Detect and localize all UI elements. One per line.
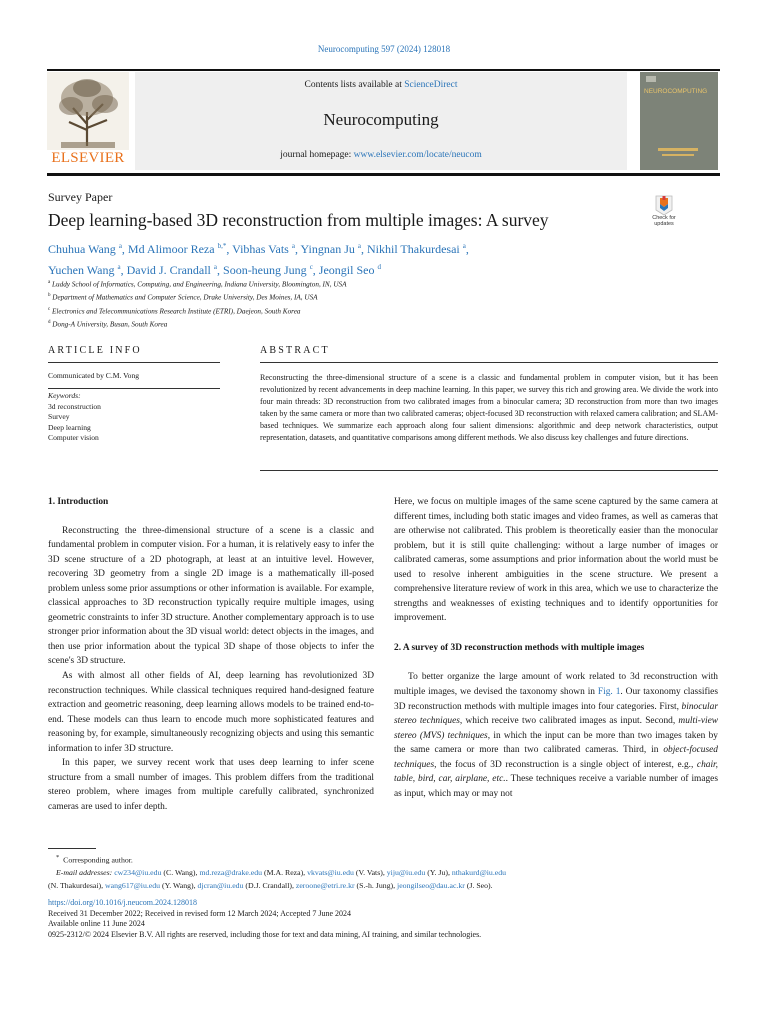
crossmark-label: Check for updates — [652, 215, 676, 227]
online-date: Available online 11 June 2024 — [48, 919, 145, 928]
copyright-line: 0925-2312/© 2024 Elsevier B.V. All rights are reserved, including those for text and data mining, AI training, and similar technologies. — [48, 929, 482, 939]
author-sup: d — [377, 263, 381, 271]
article-info-heading: ARTICLE INFO — [48, 345, 142, 356]
author-sup: a — [117, 263, 121, 271]
contents-prefix: Contents lists available at — [304, 80, 405, 90]
contents-line — [135, 80, 627, 90]
author-line-1: Chuhua Wang $^a$, Md Alimoor Reza $^{b,*}$, Vibhas Vats $^a$, Yingnan Ju $^a$, Nikhil Thakurdesai $^a$, — [48, 242, 469, 256]
author-name[interactable]: Vibhas Vats — [232, 242, 289, 256]
paragraph: Here, we focus on multiple images of the same scene captured by the same camera at different times, including both static images and video frames, as well as cameras that are otherwise not calibrated. This problem is theoretically easier than the monocular problem, but it is still quite challenging: without a large number of images or calibrated cameras, some assumptions and prior information about the world must be used to resolve inherent ambiguities in the scene structure. We present a comprehensive literature review of work in this area, which we use to characterize the strengths and weaknesses of existing techniques and to identify opportunities for improvement. — [394, 497, 718, 624]
left-column — [48, 495, 374, 814]
affiliation-sup: b — [48, 293, 51, 299]
text-run: , the focus of 3D reconstruction is a single object of interest, e.g., — [434, 759, 697, 770]
email-owner: (C. Wang), — [163, 868, 198, 878]
spacer — [394, 626, 718, 641]
email-owner: (Y. Ju), — [427, 868, 450, 878]
affiliation-text: Luddy School of Informatics, Computing, and Engineering, Indiana University, Bloomington, IN, USA — [52, 280, 347, 289]
author-name[interactable]: Yuchen Wang — [48, 263, 115, 277]
article-title: Deep learning-based 3D reconstruction from multiple images: A survey — [48, 210, 549, 230]
email-owner: (V. Vats), — [355, 868, 385, 878]
author-sup: a — [213, 263, 218, 271]
affiliation — [48, 290, 347, 303]
author-name[interactable]: Nikhil Thakurdesai — [366, 242, 460, 256]
journal-masthead — [135, 72, 627, 170]
affiliation-sup: c — [48, 306, 51, 312]
text-run: , in which the input can be more than two images taken by the same camera or more than two calibrated cameras. Third, in — [394, 730, 718, 756]
email-owner: (J. Seo). — [466, 880, 493, 890]
paragraph — [394, 670, 718, 801]
cover-band — [658, 148, 698, 151]
email-link[interactable]: zeroone@etri.re.kr — [295, 880, 355, 890]
text-run: To better organize the large amount of work related to 3d reconstruction with multiple images, we devised the taxonomy shown in — [394, 672, 718, 698]
paragraph: As with almost all other fields of AI, deep learning has revolutionized 3D reconstruction techniques. While classical techniques required hand-designed feature extraction and geometric reasoning, deep learning allows models to be trained end-to-end. These models can thus learn to encode much more sophisticated features and reasoning by, for example, simultaneously recognizing objects and using this semantic information to infer 3D structure. — [48, 671, 374, 754]
spacer — [48, 510, 374, 524]
author-line-2: Yuchen Wang $^a$, David J. Crandall $^a$, Soon-heung Jung $^c$, Jeongil Seo $^d$ — [48, 263, 381, 277]
email-link[interactable]: nthakurd@iu.edu — [451, 868, 507, 878]
affiliation-text: Department of Mathematics and Computer Science, Drake University, Des Moines, IA, USA — [52, 293, 318, 302]
emphasis: multi-view stereo (MVS) techniques — [394, 716, 718, 741]
emphasis: binocular stereo techniques — [394, 701, 718, 727]
email-line-1 — [48, 867, 720, 880]
author-sup: c — [309, 263, 313, 271]
author-name[interactable]: Yingnan Ju — [300, 242, 355, 256]
article-footer — [48, 898, 720, 940]
email-link[interactable]: md.reza@drake.edu — [199, 868, 263, 878]
email-link[interactable]: wang617@iu.edu — [105, 880, 161, 890]
email-link[interactable]: vkvats@iu.edu — [307, 868, 354, 878]
homepage-prefix: journal homepage: — [280, 150, 354, 160]
affiliation-text: Dong-A University, Busan, South Korea — [52, 320, 168, 329]
spacer — [394, 655, 718, 670]
communicated-by: Communicated by C.M. Vong — [48, 371, 140, 380]
abstract-rule — [260, 362, 718, 363]
doi-link[interactable]: https://doi.org/10.1016/j.neucom.2024.128018 — [48, 898, 197, 907]
affiliation — [48, 317, 347, 330]
keywords-block — [48, 391, 101, 444]
header-rule — [47, 69, 720, 71]
author-sup: a — [291, 242, 295, 250]
paragraph: In this paper, we survey recent work that uses deep learning to infer scene structure from a small number of images. This problem differs from the traditional stereo problem, where images from multiple carefully calibrated, synchronized cameras are used to infer depth. — [48, 758, 374, 812]
emphasis: chair, table, bird, car, airplane, etc. — [394, 759, 718, 785]
sciencedirect-link[interactable]: ScienceDirect — [404, 80, 458, 90]
email-owner: (S.-h. Jung), — [356, 880, 396, 890]
crossmark-badge[interactable] — [650, 194, 678, 230]
homepage-link[interactable]: www.elsevier.com/locate/neucom — [353, 150, 482, 160]
email-line-2 — [48, 880, 720, 893]
affiliation-sup: d — [48, 320, 51, 326]
affiliation-text: Electronics and Telecommunications Research Institute (ETRI), Daejeon, South Korea — [52, 307, 301, 316]
figure-link[interactable]: Fig. 1 — [597, 687, 621, 698]
author-sup: a — [357, 242, 361, 250]
paragraph: Reconstructing the three-dimensional structure of a scene is a classic and fundamental problem in computer vision. For a human, it is relatively easy to infer the 3D scene structure of a 2D photograph, at least at an intuitive level. However, recovering 3D geometry from a single 2D image is a mathematically ill-posed problem unless some prior assumptions or other information is available. For example, classical approaches to 3D reconstruction typically require multiple images, using geometric constraints to infer 3D structure. Another complementary approach is to use stronger prior information about the 3D visual world: detect objects in the images, and then use prior information about the typical 3D shape of those objects to infer the scene's 3D structure. — [48, 525, 374, 667]
section-heading: 2. A survey of 3D reconstruction methods with multiple images — [394, 642, 645, 653]
keywords-label: Keywords: — [48, 391, 81, 400]
email-link[interactable]: djcran@iu.edu — [197, 880, 244, 890]
journal-name: Neurocomputing — [323, 110, 439, 129]
author-name[interactable]: David J. Crandall — [126, 263, 211, 277]
keyword: 3d reconstruction — [48, 401, 101, 411]
asterisk: * — [56, 854, 60, 861]
journal-cover-thumbnail[interactable] — [640, 72, 718, 170]
corresponding-note — [48, 852, 720, 867]
author-list — [48, 237, 608, 279]
keywords-rule — [48, 388, 220, 389]
email-link[interactable]: jeongilseo@dau.ac.kr — [397, 880, 465, 890]
abstract-text: Reconstructing the three-dimensional structure of a scene is a classic and fundamental problem in computer vision, but it has been revolutionized by recent advancements in deep machine learning. In this paper, we survey this rich and growing area. We divide the work into four main threads: 3D reconstruction from two calibrated images from a binocular camera; 3D reconstruction from more than two images taken by the same camera or more than two calibrated cameras; object-focused 3D reconstruction with relaxed camera calibration; and SLAM-based techniques. We summarize each approach along four salient dimensions: algorithmic and deep network characteristics, output representation, datasets, and quantitative comparisons among different methods. We also discuss key challenges and future directions. — [260, 373, 718, 442]
cover-band-2 — [662, 154, 694, 156]
cover-title: NEUROCOMPUTING — [644, 88, 708, 95]
affiliation — [48, 277, 347, 290]
text-run: . Our taxonomy classifies 3D reconstruction methods with multiple images into four categories. First, — [394, 687, 718, 712]
text-run: , which receive two calibrated images as input. Second, — [459, 716, 679, 727]
publisher-name: ELSEVIER — [51, 150, 125, 166]
email-owner: (D.J. Crandall), — [245, 880, 294, 890]
email-owner: (Y. Wang), — [162, 880, 196, 890]
affiliation — [48, 304, 347, 317]
emphasis: object-focused techniques — [394, 745, 718, 770]
affiliation-sup: a — [48, 280, 51, 285]
author-sup: a — [462, 242, 466, 250]
email-owner: (M.A. Reza), — [263, 868, 306, 878]
abstract-bottom-rule — [260, 470, 718, 471]
email-link[interactable]: cw234@iu.edu — [114, 868, 162, 878]
received-dates: Received 31 December 2022; Received in revised form 12 March 2024; Accepted 7 June 2024 — [48, 908, 352, 918]
author-sup: a — [118, 242, 122, 250]
corresponding-text: Corresponding author. — [63, 855, 133, 865]
email-link[interactable]: yiju@iu.edu — [386, 868, 426, 878]
section-heading: 1. Introduction — [48, 497, 109, 507]
article-type: Survey Paper — [48, 190, 113, 204]
keyword: Computer vision — [48, 433, 99, 442]
affiliations — [48, 277, 347, 331]
keyword: Survey — [48, 412, 70, 421]
footnotes — [48, 852, 720, 892]
right-column — [394, 495, 718, 801]
email-label: E-mail addresses: — [56, 868, 113, 878]
crossmark-icon — [650, 194, 678, 216]
elsevier-logo — [47, 72, 129, 170]
cover-logo-mark — [646, 76, 656, 82]
author-name[interactable]: Soon-heung Jung — [223, 263, 307, 277]
journal-citation[interactable]: Neurocomputing 597 (2024) 128018 — [317, 44, 451, 54]
text-run: . These techniques receive a variable number of images as input, which may or may not — [394, 774, 718, 799]
author-name[interactable]: Chuhua Wang — [48, 242, 116, 256]
keyword: Deep learning — [48, 422, 91, 432]
info-rule — [48, 362, 220, 363]
author-sup: b,* — [217, 242, 227, 250]
email-owner: (N. Thakurdesai), — [48, 880, 104, 890]
masthead-rule — [47, 173, 720, 176]
author-name[interactable]: Md Alimoor Reza — [127, 242, 215, 256]
abstract-heading: ABSTRACT — [260, 345, 330, 356]
author-name[interactable]: Jeongil Seo — [318, 263, 375, 277]
footnote-rule — [48, 848, 96, 849]
homepage-line — [135, 150, 627, 160]
